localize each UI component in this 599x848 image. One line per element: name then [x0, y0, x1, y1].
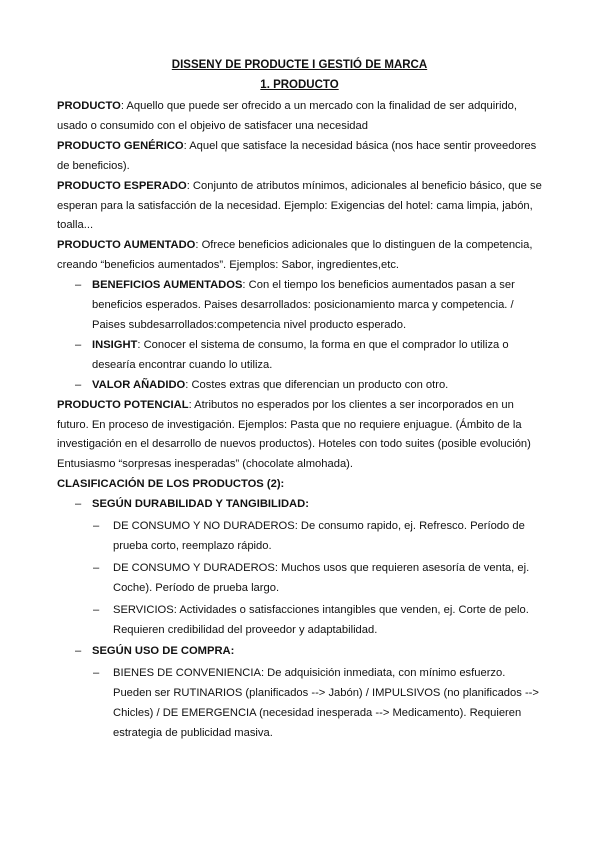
- definition-term: PRODUCTO AUMENTADO: [57, 239, 196, 252]
- dash-bullet: –: [75, 279, 82, 292]
- definition-term: PRODUCTO ESPERADO: [57, 179, 187, 192]
- list-item-bienes-conveniencia: [57, 664, 545, 744]
- definition-producto-generico: [57, 137, 545, 177]
- definition-producto-aumentado: [57, 236, 545, 276]
- document-body: [57, 97, 545, 744]
- document-title: DISSENY DE PRODUCTE I GESTIÓ DE MARCA: [171, 59, 428, 71]
- group-heading-durabilidad: [57, 495, 545, 515]
- definition-text: : Aquello que puede ser ofrecido a un mercado con la finalidad de ser adquirido, usado o consumido con el objeivo de satisfacer una necesidad: [57, 100, 518, 132]
- list-item-term: BENEFICIOS AUMENTADOS: [92, 279, 243, 292]
- dash-bullet: –: [75, 498, 82, 511]
- list-item-consumo-duraderos: [57, 559, 545, 599]
- definition-producto: [57, 97, 545, 137]
- dash-bullet: –: [93, 520, 100, 533]
- list-item-text: : Con el tiempo los beneficios aumentados pasan a ser beneficios esperados. Paises desarrollados: posicionamiento marca y competencia. / Paises subdesarrollados:competencia nivel producto esperado.: [92, 279, 515, 331]
- list-item-text: : Costes extras que diferencian un producto con otro.: [185, 378, 449, 391]
- list-item-text: DE CONSUMO Y DURADEROS: Muchos usos que requieren asesoría de venta, ej. Coche). Período de prueba largo.: [113, 561, 530, 594]
- definition-text: : Ofrece beneficios adicionales que lo distinguen de la competencia, creando “beneficios aumentados”. Ejemplos: Sabor, ingredientes,etc.: [57, 239, 533, 272]
- group-heading-text: SEGÚN DURABILIDAD Y TANGIBILIDAD:: [92, 498, 309, 511]
- definition-producto-potencial: [57, 396, 545, 476]
- dash-bullet: –: [93, 603, 100, 616]
- definition-term: PRODUCTO: [57, 100, 121, 112]
- list-item-valor-anadido: [57, 376, 545, 396]
- definition-text: : Conjunto de atributos mínimos, adicionales al beneficio básico, que se esperan para la satisfacción de la necesidad. Ejemplo: Exigencias del hotel: cama limpia, jabón, toalla...: [57, 179, 542, 232]
- list-item-consumo-no-duraderos: [57, 517, 545, 557]
- list-item-term: INSIGHT: [92, 338, 138, 351]
- list-item-text: BIENES DE CONVENIENCIA: De adquisición inmediata, con mínimo esfuerzo. Pueden ser RUTINARIOS (planificados --> Jabón) / IMPULSIVOS (no planificados --> Chicles) / DE EMERGENCIA (necesidad inesperada --> Medicamento). Requieren estrategia de publicidad masiva.: [113, 667, 539, 740]
- dash-bullet: –: [75, 645, 82, 658]
- dash-bullet: –: [75, 378, 82, 391]
- list-item-text: SERVICIOS: Actividades o satisfacciones intangibles que venden, ej. Corte de pelo. Requieren credibilidad del proveedor y adaptabilidad.: [113, 603, 529, 636]
- definition-text: : Atributos no esperados por los clientes a ser incorporados en un futuro. En proceso de investigación. Ejemplos: Pasta que no requiere enjuague. (Ámbito de la investigación en el desarrollo de nuevos productos). Hoteles con todo suites (posible evolución) Entusiasmo “sorpresas inesperadas” (chocolate almohada).: [57, 398, 531, 471]
- definition-producto-esperado: [57, 177, 545, 237]
- definition-term: PRODUCTO GENÉRICO: [57, 139, 184, 152]
- definition-term: PRODUCTO POTENCIAL: [57, 398, 189, 411]
- dash-bullet: –: [75, 338, 82, 351]
- group-heading-text: SEGÚN USO DE COMPRA:: [92, 645, 235, 658]
- list-item-term: VALOR AÑADIDO: [92, 378, 186, 391]
- dash-bullet: –: [93, 561, 100, 574]
- classification-heading-text: CLASIFICACIÓN DE LOS PRODUCTOS (2):: [57, 478, 285, 491]
- list-item-text: DE CONSUMO Y NO DURADEROS: De consumo rapido, ej. Refresco. Período de prueba corto, reemplazo rápido.: [113, 520, 525, 552]
- list-item-beneficios-aumentados: [57, 276, 545, 336]
- dash-bullet: –: [93, 667, 100, 680]
- list-item-insight: [57, 336, 545, 376]
- group-heading-uso-compra: [57, 642, 545, 662]
- classification-heading: [57, 475, 545, 495]
- section-title: 1. PRODUCTO: [260, 79, 339, 91]
- definition-text: : Aquel que satisface la necesidad básica (nos hace sentir proveedores de beneficios).: [57, 139, 537, 172]
- list-item-text: : Conocer el sistema de consumo, la forma en que el comprador lo utiliza o desearía encontrar cuando lo utiliza.: [92, 338, 509, 371]
- list-item-servicios: [57, 601, 545, 641]
